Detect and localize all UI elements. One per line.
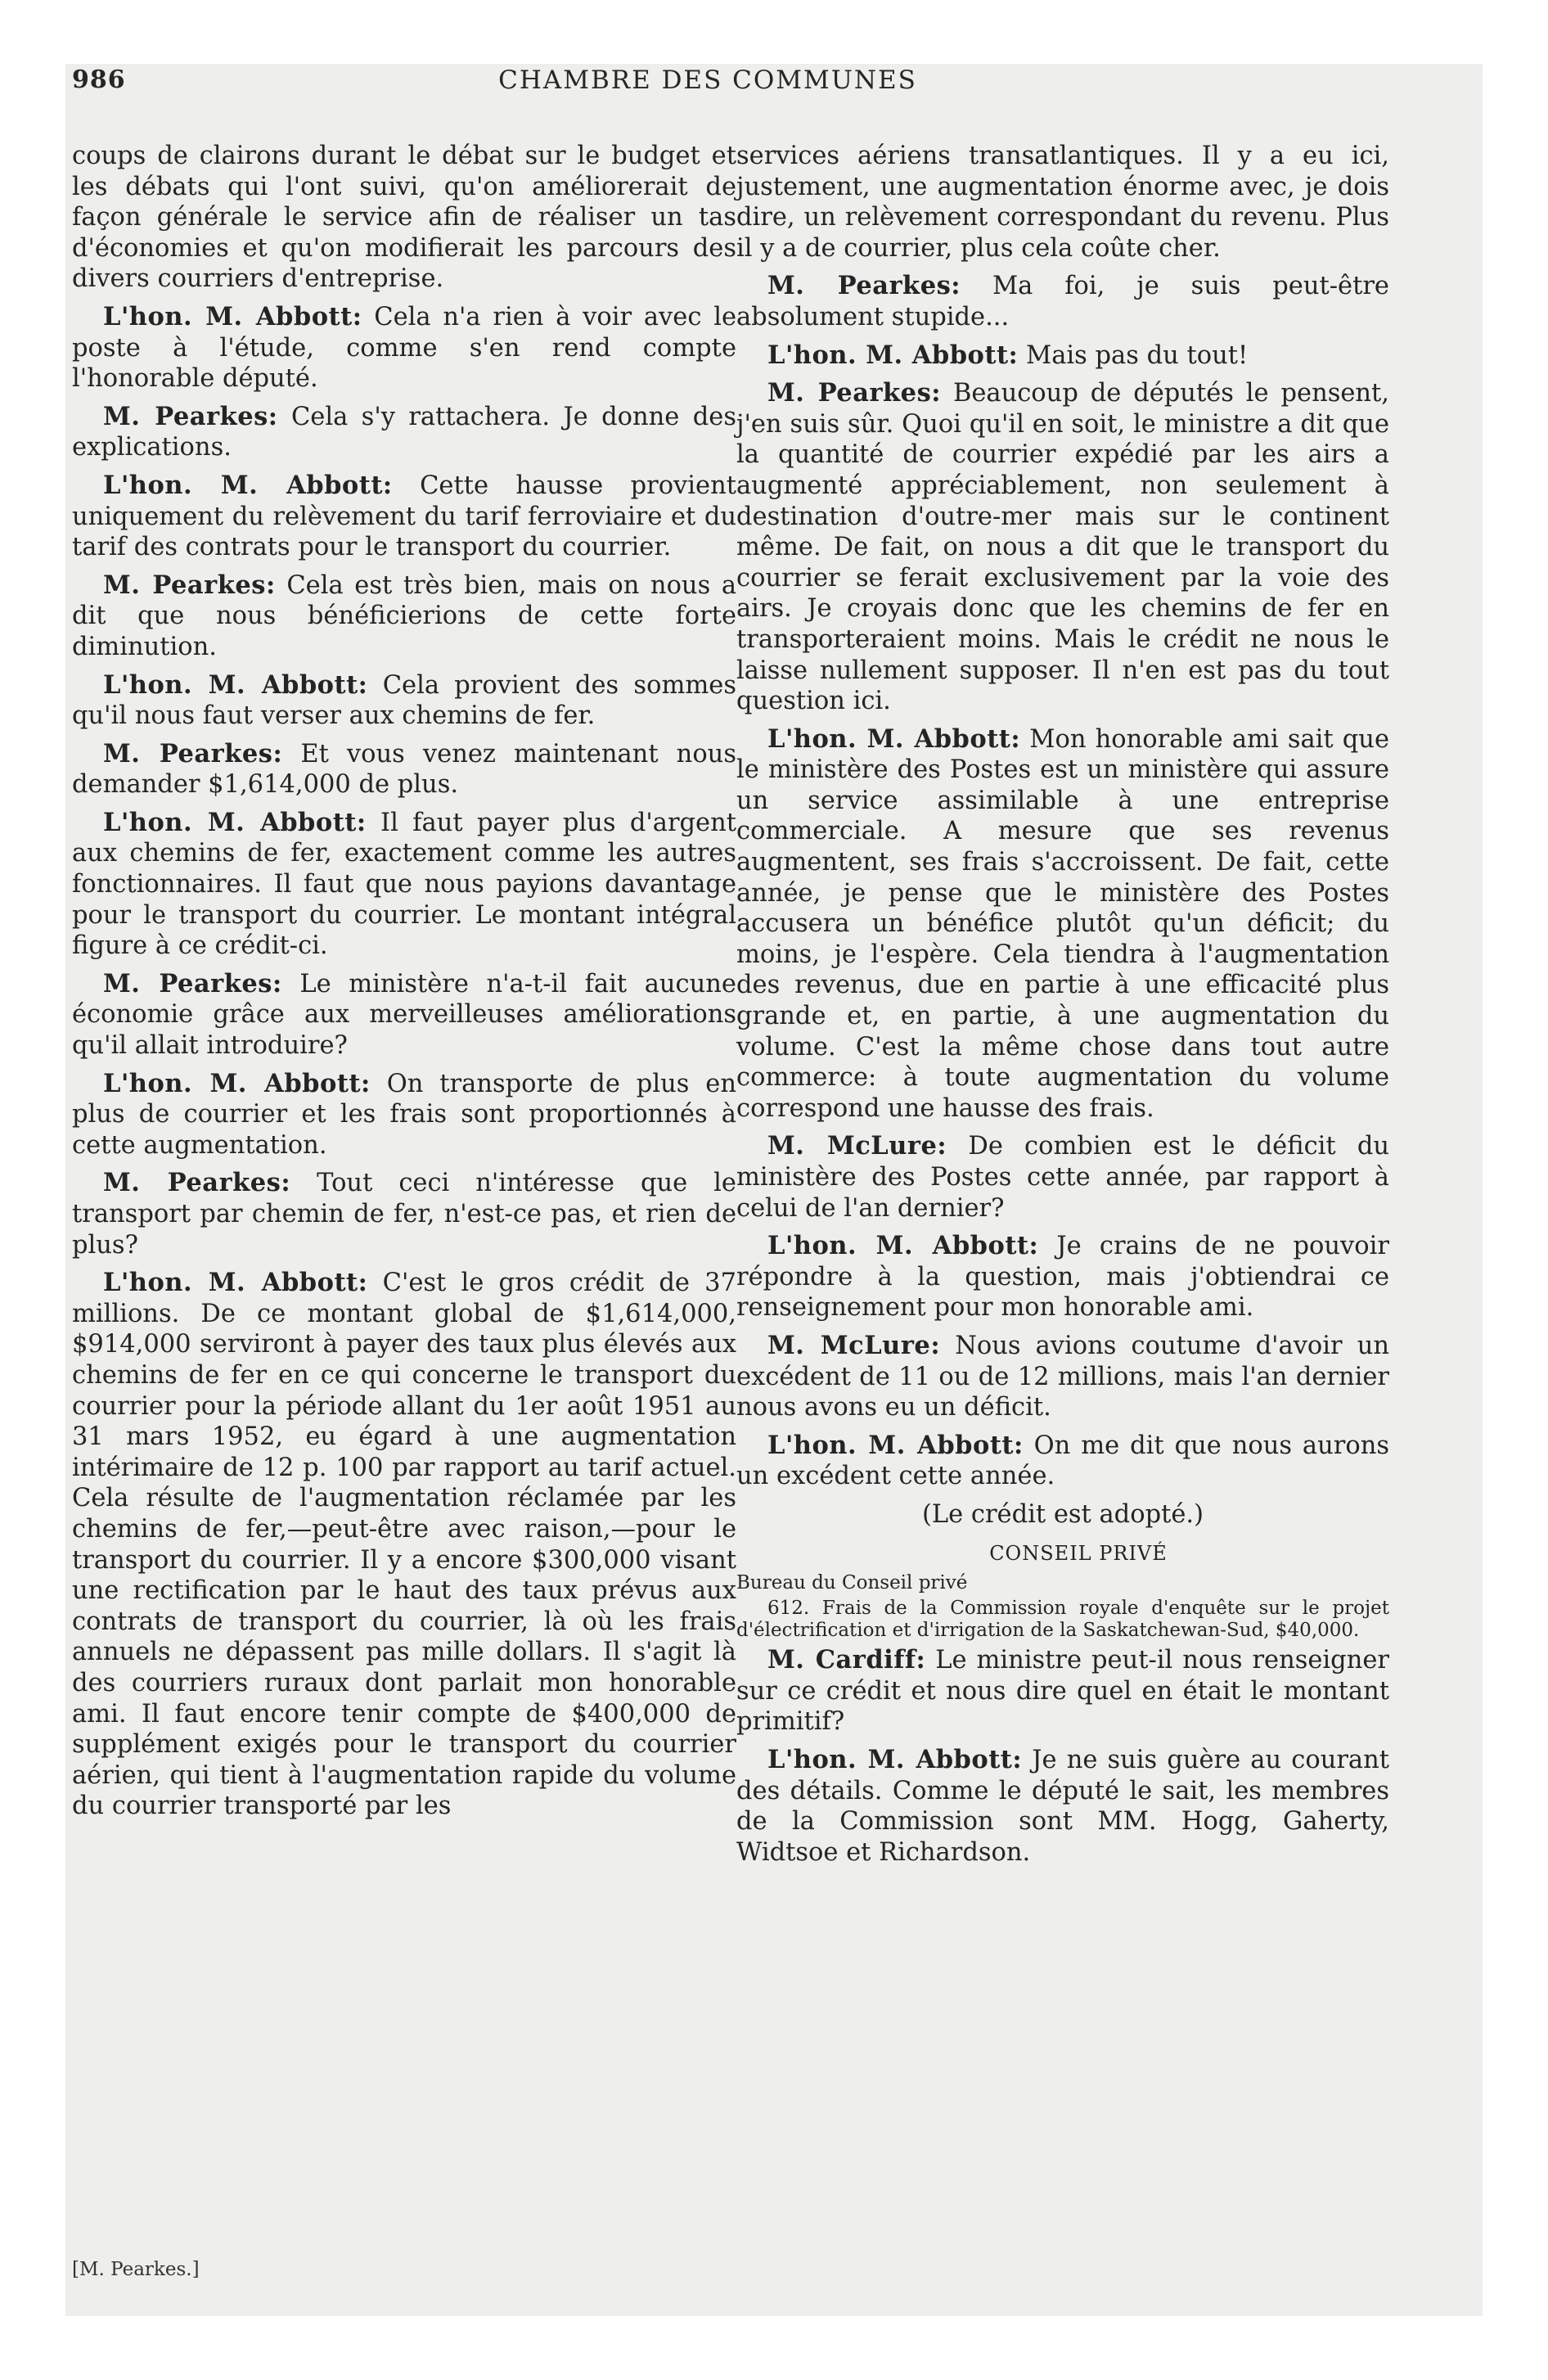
right-column-speeches — [736, 141, 1389, 1492]
page-footer: [M. Pearkes.] — [72, 2259, 200, 2280]
speaker-name: L'hon. M. Abbott: — [103, 301, 362, 331]
speech-paragraph — [736, 1331, 1389, 1423]
speech-paragraph — [736, 340, 1389, 372]
speaker-name: L'hon. M. Abbott: — [103, 669, 368, 700]
speech-text: Le ministre peut-il nous renseigner sur ce crédit et nous dire quel en était le montant primitif? — [736, 1646, 1389, 1737]
speech-text: Mais pas du tout! — [1026, 340, 1249, 370]
speaker-name: L'hon. M. Abbott: — [767, 1231, 1039, 1261]
page-header — [72, 65, 1343, 115]
speech-text: services aériens transatlantiques. Il y a eu ici, justement, une augmentation énorme avec, je dois dire, un relèvement correspondant du revenu. Plus il y a de courrier, plus cela coûte cher. — [736, 142, 1389, 263]
speaker-name: M. McLure: — [767, 1330, 941, 1360]
speaker-name: L'hon. M. Abbott: — [103, 1268, 368, 1298]
speech-text: Cela s'y rattachera. Je donne des explications. — [72, 402, 736, 462]
speech-paragraph — [72, 808, 736, 962]
speech-text: Beaucoup de députés le pensent, j'en suis sûr. Quoi qu'il en soit, le ministre a dit que la quantité de courrier expédié par les airs a augmenté appréciablement, non seulement à destination d'outre-mer mais sur le continent même. De fait, on nous a dit que le transport du courrier se ferait exclusivement par la voie des airs. Je croyais donc que les chemins de fer en transporteraient moins. Mais le crédit ne nous le laisse nullement supposer. Il n'en est pas du tout question ici. — [736, 379, 1390, 716]
speech-paragraph — [736, 141, 1389, 264]
right-column-tail — [736, 1645, 1389, 1868]
speech-paragraph — [72, 570, 736, 663]
left-column — [72, 141, 736, 1829]
speaker-name: L'hon. M. Abbott: — [767, 723, 1021, 754]
speaker-name: M. Pearkes: — [103, 968, 282, 998]
section-title: CONSEIL PRIVÉ — [989, 1541, 1168, 1565]
speech-paragraph — [72, 1268, 736, 1822]
speech-text: On transporte de plus en plus de courrier et les frais sont proportionnés à cette augmentation. — [72, 1069, 737, 1160]
speaker-name: L'hon. M. Abbott: — [767, 1430, 1024, 1460]
speech-text: Le ministère n'a-t-il fait aucune économie grâce aux merveilleuses améliorations qu'il allait introduire? — [72, 969, 736, 1061]
speech-text: Ma foi, je suis peut-être absolument stupide... — [736, 272, 1389, 331]
speaker-name: M. Pearkes: — [103, 1168, 291, 1198]
right-column — [736, 141, 1389, 1875]
speaker-name: M. Pearkes: — [767, 378, 942, 408]
vote-adopted: (Le crédit est adopté.) — [922, 1499, 1204, 1529]
speech-paragraph — [736, 378, 1389, 717]
speech-text: On me dit que nous aurons un excédent cette année. — [736, 1431, 1389, 1491]
speaker-name: L'hon. M. Abbott: — [103, 1068, 371, 1098]
speech-text: Nous avions coutume d'avoir un excédent de 11 ou de 12 millions, mais l'an dernier nous avons eu un déficit. — [736, 1331, 1389, 1422]
speech-paragraph — [736, 1645, 1389, 1738]
speech-paragraph — [72, 969, 736, 1062]
speech-text: Cette hausse provient uniquement du relèvement du tarif ferroviaire et du tarif des contrats pour le transport du courrier. — [72, 471, 736, 562]
speaker-name: L'hon. M. Abbott: — [103, 807, 367, 837]
speaker-name: L'hon. M. Abbott: — [767, 340, 1019, 370]
speech-text: Mon honorable ami sait que le ministère des Postes est un ministère qui assure un service assimilable à une entreprise commerciale. A mesure que ses revenus augmentent, ses frais s'accroissent. De fait, cette année, je pense que le ministère des Postes accusera un bénéfice plutôt qu'un déficit; du moins, je l'espère. Cela tiendra à l'augmentation des revenus, due en partie à une efficacité plus grande et, en partie, à une augmentation du volume. C'est la même chose dans tout autre commerce: à toute augmentation du volume correspond une hausse des frais. — [736, 724, 1390, 1123]
speech-paragraph — [736, 1431, 1389, 1492]
speech-text: Cela n'a rien à voir avec le poste à l'étude, comme s'en rend compte l'honorable député. — [72, 302, 736, 394]
speaker-name: M. Pearkes: — [767, 271, 961, 301]
speech-paragraph — [72, 1168, 736, 1260]
speaker-name: M. Cardiff: — [767, 1645, 926, 1675]
speech-paragraph — [72, 1069, 736, 1161]
speaker-name: M. Pearkes: — [103, 738, 283, 769]
speech-paragraph — [72, 739, 736, 800]
speech-text: Cela provient des sommes qu'il nous faut verser aux chemins de fer. — [72, 670, 736, 731]
speech-paragraph — [736, 1231, 1389, 1323]
running-title: CHAMBRE DES COMMUNES — [498, 65, 917, 95]
speech-text: Je crains de ne pouvoir répondre à la question, mais j'obtiendrai ce renseignement pour mon honorable ami. — [736, 1232, 1389, 1323]
speech-text: Et vous venez maintenant nous demander $1,614,000 de plus. — [72, 739, 736, 800]
speech-paragraph — [72, 471, 736, 563]
speaker-name: M. Pearkes: — [103, 401, 278, 431]
speech-paragraph — [736, 1745, 1389, 1868]
speech-paragraph — [736, 1131, 1389, 1224]
speech-text: Je ne suis guère au courant des détails. Comme le député le sait, les membres de la Commission sont MM. Hogg, Gaherty, Widtsoe et Richardson. — [736, 1745, 1389, 1867]
speech-text: Il faut payer plus d'argent aux chemins de fer, exactement comme les autres fonctionnaires. Il faut que nous payions davantage pour le transport du courrier. Le montant intégral figure à ce crédit-ci. — [72, 808, 736, 961]
speech-text: Cela est très bien, mais on nous a dit que nous bénéficierions de cette forte diminution. — [72, 570, 737, 661]
speech-paragraph — [72, 402, 736, 463]
speaker-name: M. McLure: — [767, 1131, 947, 1161]
speaker-name: L'hon. M. Abbott: — [103, 470, 393, 500]
speaker-name: M. Pearkes: — [103, 570, 276, 600]
speech-text: C'est le gros crédit de 37 millions. De ce montant global de $1,614,000, $914,000 serviront à payer des taux plus élevés aux chemins de fer en ce qui concerne le transport du courrier pour la période allant du 1er août 1951 au 31 mars 1952, eu égard à une augmentation intérimaire de 12 p. 100 par rapport au tarif actuel. Cela résulte de l'augmentation réclamée par les chemins de fer,—peut-être avec raison,—pour le transport du courrier. Il y a encore $300,000 visant une rectification par le haut des taux prévus aux contrats de transport du courrier, là où les frais annuels ne dépassent pas mille dollars. Il s'agit là des courriers ruraux dont parlait mon honorable ami. Il faut encore tenir compte de $400,000 de supplément exigés pour le transport du courrier aérien, qui tient à l'augmentation rapide du volume du courrier transporté par les — [72, 1269, 736, 1821]
speaker-name: L'hon. M. Abbott: — [767, 1744, 1023, 1774]
speech-paragraph — [72, 302, 736, 394]
vote-item: 612. Frais de la Commission royale d'enquête sur le projet d'électrification et d'irrigation de la Saskatchewan-Sud, $40,000. — [736, 1598, 1389, 1642]
speech-paragraph — [72, 141, 736, 295]
page-number: 986 — [72, 65, 126, 94]
section-subtitle: Bureau du Conseil privé — [736, 1572, 968, 1594]
speech-paragraph — [736, 724, 1389, 1125]
speech-text: coups de clairons durant le débat sur le budget et les débats qui l'ont suivi, qu'on améliorerait de façon générale le service afin de réaliser un tas d'économies et qu'on modifierait les parcours des divers courriers d'entreprise. — [72, 142, 736, 294]
speech-paragraph — [72, 670, 736, 732]
speech-paragraph — [736, 271, 1389, 332]
speech-text: Tout ceci n'intéresse que le transport par chemin de fer, n'est-ce pas, et rien de plus? — [72, 1169, 736, 1260]
speech-text: De combien est le déficit du ministère des Postes cette année, par rapport à celui de l'an dernier? — [736, 1132, 1390, 1223]
